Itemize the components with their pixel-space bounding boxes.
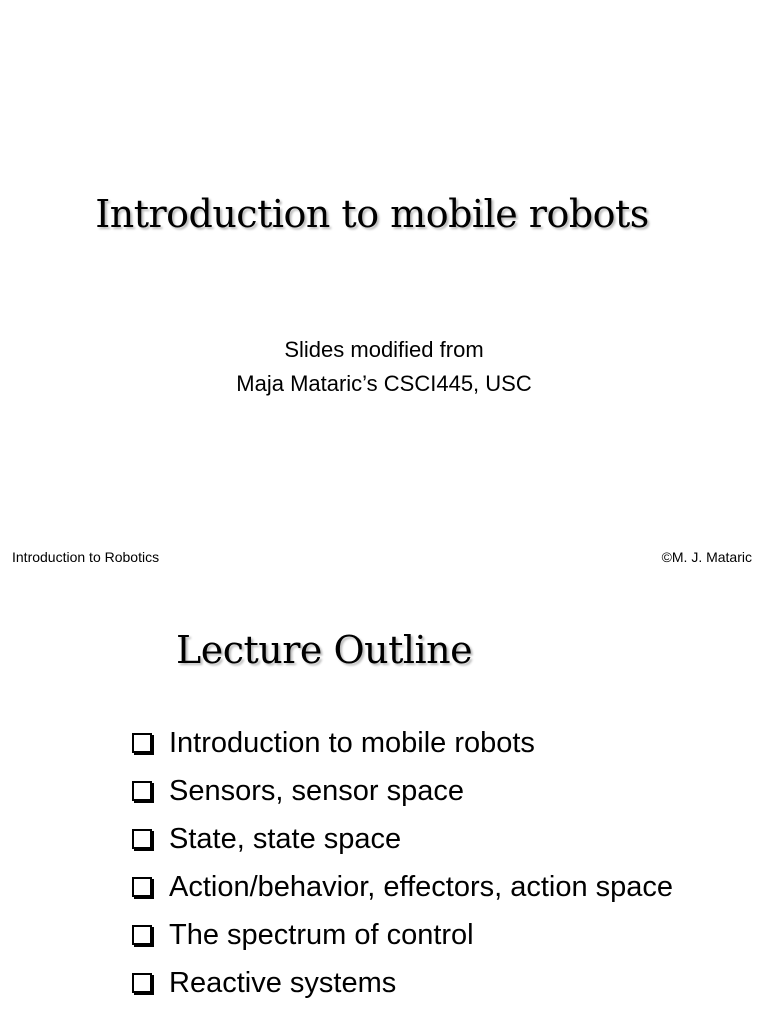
hollow-square-bullet-icon	[132, 733, 152, 753]
hollow-square-bullet-icon	[132, 877, 152, 897]
footer-course-name: Introduction to Robotics	[12, 549, 160, 565]
hollow-square-bullet-icon	[132, 925, 152, 945]
outline-title: Lecture Outline	[176, 628, 473, 672]
slide-title: Introduction to mobile robots	[95, 192, 649, 236]
hollow-square-bullet-icon	[132, 829, 152, 849]
outline-item	[132, 818, 692, 861]
subtitle-line: Slides modified from	[284, 337, 484, 362]
outline-item-text: Sensors, sensor space	[169, 775, 464, 807]
outline-item	[132, 914, 692, 957]
outline-item	[132, 866, 692, 909]
outline-item-text: Introduction to mobile robots	[169, 727, 535, 759]
outline-item	[132, 770, 692, 813]
outline-item-text: Action/behavior, effectors, action space	[169, 871, 674, 903]
outline-list	[132, 722, 692, 1010]
hollow-square-bullet-icon	[132, 973, 152, 993]
slide-subtitle	[0, 333, 768, 401]
outline-item-text: Reactive systems	[169, 967, 397, 999]
subtitle-line: Maja Mataric’s CSCI445, USC	[236, 371, 532, 396]
slide-2	[0, 576, 768, 1024]
outline-item-text: State, state space	[169, 823, 402, 855]
outline-item	[132, 722, 692, 765]
outline-item	[132, 962, 692, 1005]
outline-item-text: The spectrum of control	[169, 919, 474, 951]
hollow-square-bullet-icon	[132, 781, 152, 801]
footer-copyright: ©M. J. Mataric	[661, 549, 752, 565]
